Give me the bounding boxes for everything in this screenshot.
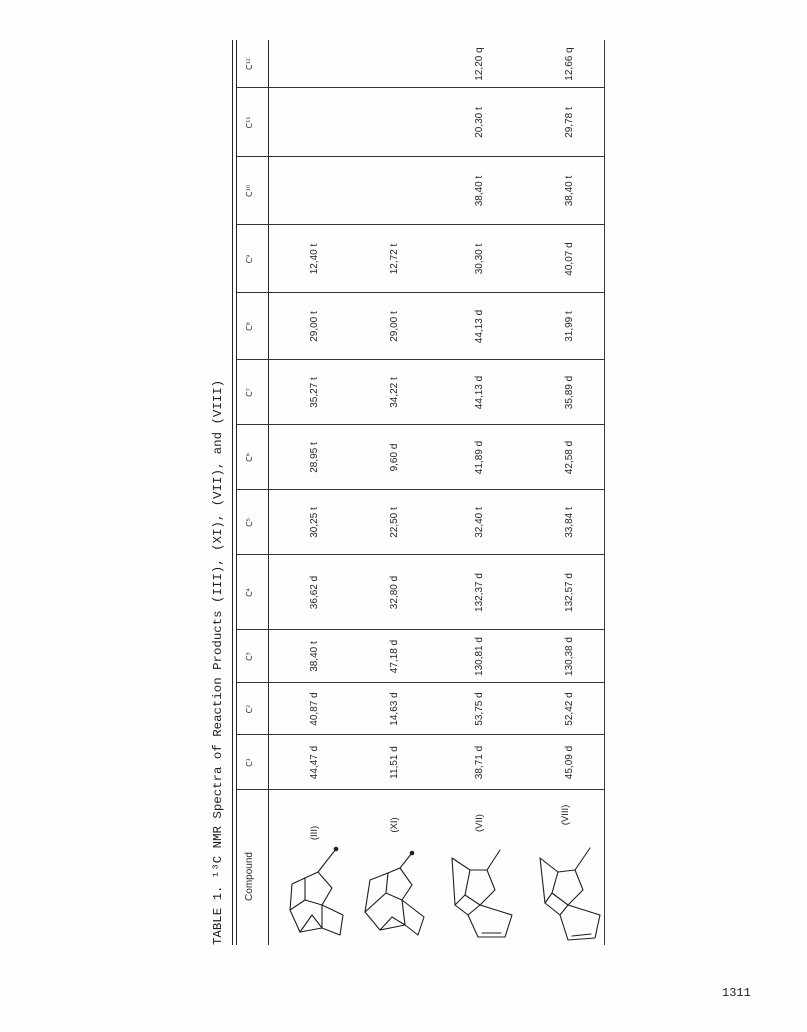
shift-c6: 41,89 d — [474, 440, 485, 475]
header-c1: C¹ — [245, 758, 254, 767]
structure-drawing-vii — [432, 845, 517, 945]
shift-c12 — [352, 40, 432, 88]
header-compound: Compound — [244, 852, 255, 901]
shift-c2: 14,63 d — [389, 692, 400, 726]
shift-c11: 20,30 t — [474, 107, 485, 138]
shift-c12: 12,20 q — [474, 47, 485, 81]
header-c11: C¹¹ — [245, 116, 254, 129]
header-c6: C⁶ — [245, 453, 254, 462]
shift-c5: 22,50 t — [389, 507, 400, 538]
shift-c3: 38,40 t — [309, 641, 320, 672]
shift-c7: 35,89 d — [564, 375, 575, 410]
page-number: 1311 — [722, 986, 751, 1000]
header-c4: C⁴ — [245, 588, 254, 597]
table-row — [352, 40, 432, 945]
shift-c9: 12,40 t — [309, 243, 320, 275]
shift-c5: 30,25 t — [309, 507, 320, 538]
header-c9: C⁹ — [245, 254, 254, 264]
shift-c8: 44,13 d — [474, 309, 485, 344]
shift-c12 — [269, 40, 352, 88]
shift-c6: 28,95 t — [309, 442, 320, 473]
shift-c2: 52,42 d — [564, 692, 575, 726]
compound-label: (XI) — [389, 817, 400, 833]
shift-c8: 29,00 t — [389, 311, 400, 342]
table-header-row — [237, 40, 268, 945]
shift-c1: 11,51 d — [389, 746, 400, 779]
shift-c11: 29,78 t — [564, 107, 575, 138]
shift-c1: 44,47 d — [309, 745, 320, 780]
shift-c4: 36,62 d — [309, 575, 320, 610]
shift-c2: 53,75 d — [474, 692, 485, 726]
shift-c8: 29,00 t — [309, 311, 320, 342]
shift-c12: 12,66 q — [564, 47, 575, 81]
compound-cell — [269, 790, 352, 945]
shift-c1: 38,71 d — [474, 745, 485, 780]
header-c2: C² — [245, 704, 254, 714]
compound-label: (VIII) — [560, 804, 571, 826]
rotated-table-block — [212, 40, 607, 945]
compound-label: (VII) — [474, 814, 485, 832]
shift-c7: 44,13 d — [474, 375, 485, 410]
shift-c4: 132,37 d — [474, 573, 485, 612]
structure-drawing-iii — [269, 845, 352, 945]
shift-c7: 34,22 t — [389, 377, 400, 408]
header-c10: C¹⁰ — [245, 185, 254, 197]
shift-c5: 33,84 t — [564, 507, 575, 538]
compound-cell — [432, 790, 517, 945]
compound-cell — [352, 790, 432, 945]
shift-c11 — [352, 88, 432, 157]
structure-drawing-viii — [517, 845, 605, 945]
shift-c5: 32,40 t — [474, 507, 485, 538]
shift-c3: 47,18 d — [389, 639, 400, 674]
header-c8: C⁸ — [245, 322, 254, 331]
shift-c4: 32,80 d — [389, 575, 400, 610]
shift-c1: 45,09 d — [564, 745, 575, 780]
shift-c9: 30,30 t — [474, 243, 485, 275]
header-c5: C⁵ — [245, 518, 254, 527]
shift-c10: 38,40 t — [474, 175, 485, 207]
table-row — [269, 40, 352, 945]
shift-c9: 40,07 d — [564, 242, 575, 276]
table-row — [432, 40, 517, 945]
shift-c10: 38,40 t — [564, 175, 575, 207]
shift-c10 — [269, 157, 352, 225]
shift-c8: 31,99 t — [564, 311, 575, 342]
shift-c10 — [352, 157, 432, 225]
structure-drawing-xi — [352, 845, 432, 945]
shift-c3: 130,38 d — [564, 637, 575, 676]
shift-c2: 40,87 d — [309, 692, 320, 726]
table-top-rule — [232, 40, 233, 945]
shift-c4: 132,57 d — [564, 573, 575, 612]
shift-c11 — [269, 88, 352, 157]
header-c12: C¹² — [245, 58, 254, 70]
table-title: TABLE 1. ¹³C NMR Spectra of Reaction Products (III), (XI), (VII), and (VIII) — [211, 379, 225, 945]
shift-c6: 42,58 d — [564, 440, 575, 475]
table-row — [517, 40, 605, 945]
shift-c7: 35,27 t — [309, 377, 320, 408]
shift-c3: 130,81 d — [474, 637, 485, 676]
header-c3: C³ — [245, 652, 254, 661]
compound-cell — [517, 790, 605, 945]
compound-label: (III) — [309, 825, 320, 841]
shift-c9: 12,72 t — [389, 243, 400, 275]
header-c7: C⁷ — [245, 388, 254, 397]
shift-c6: 9,60 d — [389, 443, 400, 472]
